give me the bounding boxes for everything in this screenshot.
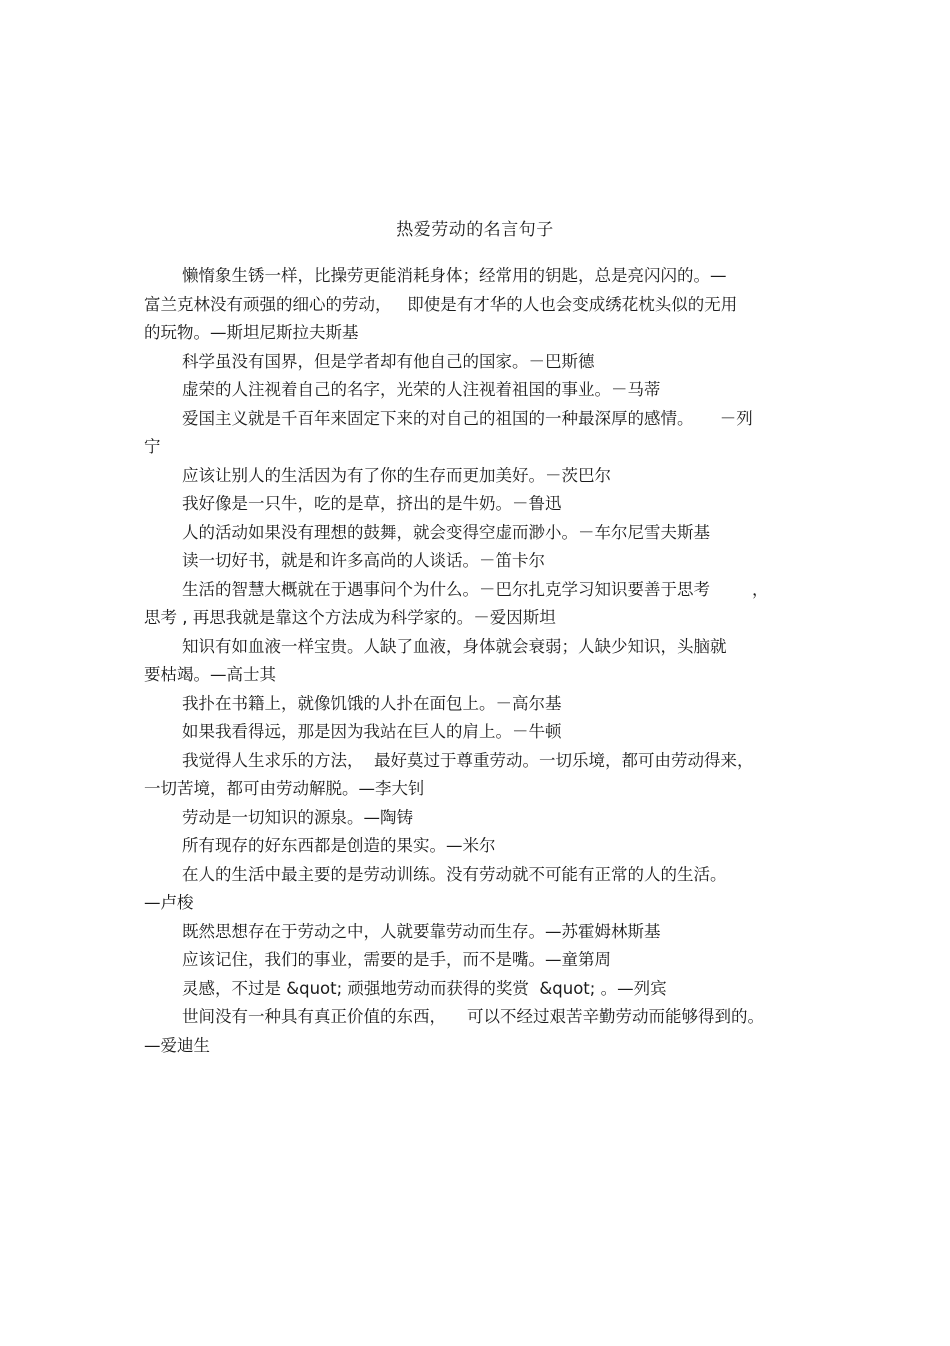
document-title: 热爱劳动的名言句子 — [396, 220, 554, 240]
text-line: 思考 , 再思我就是靠这个方法成为科学家的。－爱因斯坦 — [144, 608, 556, 627]
text-line: 一切苦境，都可由劳动解脱。—李大钊 — [144, 779, 425, 798]
text-line: —卢梭 — [144, 893, 194, 912]
text-line: 科学虽没有国界，但是学者却有他自己的国家。－巴斯德 — [182, 351, 595, 371]
text-line: 应该记住，我们的事业，需要的是手，而不是嘴。—童第周 — [182, 950, 611, 969]
text-line: 的玩物。—斯坦尼斯拉夫斯基 — [144, 323, 359, 342]
text-line: 灵感，不过是 &quot; 顽强地劳动而获得的奖赏 &quot; 。—列宾 — [182, 978, 667, 998]
text-line: 人的活动如果没有理想的鼓舞，就会变得空虚而渺小。－车尔尼雪夫斯基 — [182, 522, 710, 542]
text-line: 世间没有一种具有真正价值的东西， 可以不经过艰苦辛勤劳动而能够得到的。 — [182, 1007, 764, 1026]
text-line: 知识有如血液一样宝贵。人缺了血液，身体就会衰弱；人缺少知识，头脑就 — [182, 636, 727, 656]
text-line: 既然思想存在于劳动之中，人就要靠劳动而生存。—苏霍姆林斯基 — [182, 921, 661, 941]
text-line: 生活的智慧大概就在于遇事问个为什么。－巴尔扎克学习知识要善于思考 ， — [182, 579, 769, 599]
document-body — [144, 262, 806, 1060]
text-line: 读一切好书，就是和许多高尚的人谈话。－笛卡尔 — [182, 551, 545, 570]
text-line: 在人的生活中最主要的是劳动训练。没有劳动就不可能有正常的人的生活。 — [182, 864, 727, 884]
text-line: 应该让别人的生活因为有了你的生存而更加美好。－茨巴尔 — [182, 465, 611, 485]
text-line: 所有现存的好东西都是创造的果实。—米尔 — [182, 836, 496, 855]
text-line: 虚荣的人注视着自己的名字，光荣的人注视着祖国的事业。－马蒂 — [182, 380, 661, 399]
text-line: 我好像是一只牛，吃的是草，挤出的是牛奶。－鲁迅 — [182, 494, 562, 513]
text-line: 宁 — [144, 437, 161, 456]
text-line: 我扑在书籍上，就像饥饿的人扑在面包上。－高尔基 — [182, 693, 562, 713]
text-line: 富兰克林没有顽强的细心的劳动， 即使是有才华的人也会变成绣花枕头似的无用 — [144, 294, 738, 314]
text-line: 我觉得人生求乐的方法， 最好莫过于尊重劳动。一切乐境，都可由劳动得来， — [182, 750, 754, 770]
text-line: 要枯竭。—高士其 — [144, 665, 276, 684]
text-line: 劳动是一切知识的源泉。—陶铸 — [182, 807, 413, 827]
text-line: 爱国主义就是千百年来固定下来的对自己的祖国的一种最深厚的感情。 －列 — [182, 408, 753, 428]
text-line: 如果我看得远，那是因为我站在巨人的肩上。－牛顿 — [182, 722, 562, 741]
text-line: 懒惰象生锈一样，比操劳更能消耗身体；经常用的钥匙，总是亮闪闪的。— — [182, 266, 727, 285]
text-line: —爱迪生 — [144, 1035, 210, 1055]
